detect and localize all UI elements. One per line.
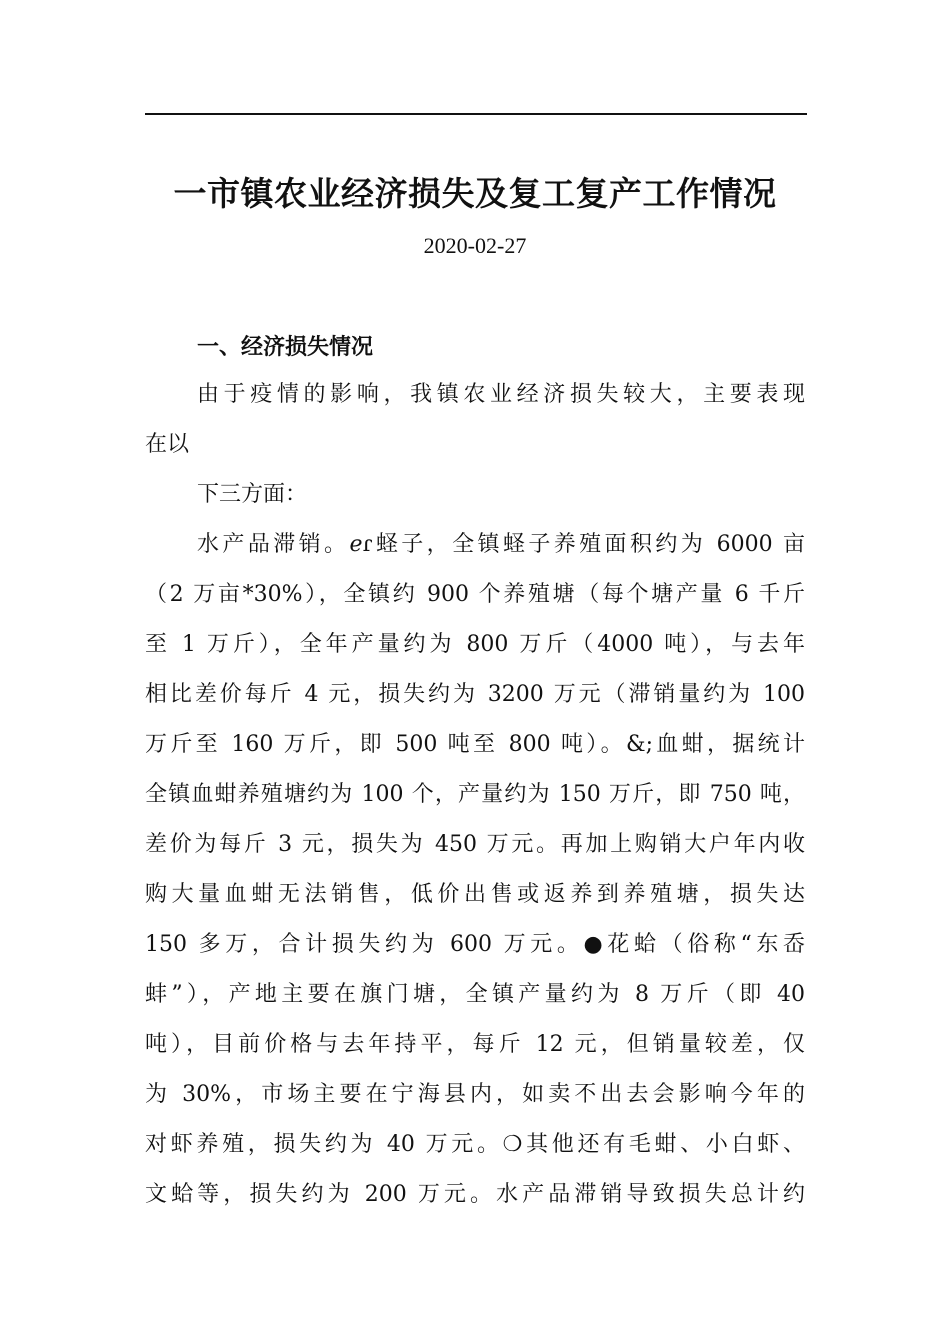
body-line: 150 多万，合计损失约为 600 万元。●花蛤（俗称“东岙	[145, 932, 805, 957]
body-line: 全镇血蚶养殖塘约为 100 个，产量约为 150 万斤，即 750 吨，	[145, 782, 805, 807]
section-heading: 一、经济损失情况	[197, 334, 374, 360]
body-line: 为 30%，市场主要在宁海县内，如卖不出去会影响今年的	[145, 1082, 805, 1107]
body-line: 水产品滞销。ℯɾ蛏子，全镇蛏子养殖面积约为 6000 亩	[197, 532, 805, 557]
body-line: 对虾养殖，损失约为 40 万元。❍其他还有毛蚶、小白虾、	[145, 1132, 805, 1157]
body-line: 在以	[145, 432, 190, 457]
body-line: 吨），目前价格与去年持平，每斤 12 元，但销量较差，仅	[145, 1032, 805, 1057]
body-line: 购大量血蚶无法销售，低价出售或返养到养殖塘，损失达	[145, 882, 805, 907]
body-line: 蚌”），产地主要在旗门塘，全镇产量约为 8 万斤（即 40	[145, 982, 805, 1007]
body-line: （2 万亩*30%），全镇约 900 个养殖塘（每个塘产量 6 千斤	[145, 582, 805, 607]
header-rule	[145, 113, 807, 115]
body-line: 相比差价每斤 4 元，损失约为 3200 万元（滞销量约为 100	[145, 682, 805, 707]
body-line: 差价为每斤 3 元，损失为 450 万元。再加上购销大户年内收	[145, 832, 805, 857]
document-title: 一市镇农业经济损失及复工复产工作情况	[173, 174, 777, 213]
body-line: 至 1 万斤），全年产量约为 800 万斤（4000 吨），与去年	[145, 632, 805, 657]
body-line: 由于疫情的影响，我镇农业经济损失较大，主要表现	[197, 382, 805, 407]
body-line: 万斤至 160 万斤，即 500 吨至 800 吨）。&;血蚶，据统计	[145, 732, 805, 757]
document-date: 2020-02-27	[423, 233, 527, 258]
body-line: 下三方面：	[197, 482, 308, 507]
body-line: 文蛤等，损失约为 200 万元。水产品滞销导致损失总计约	[145, 1182, 805, 1207]
